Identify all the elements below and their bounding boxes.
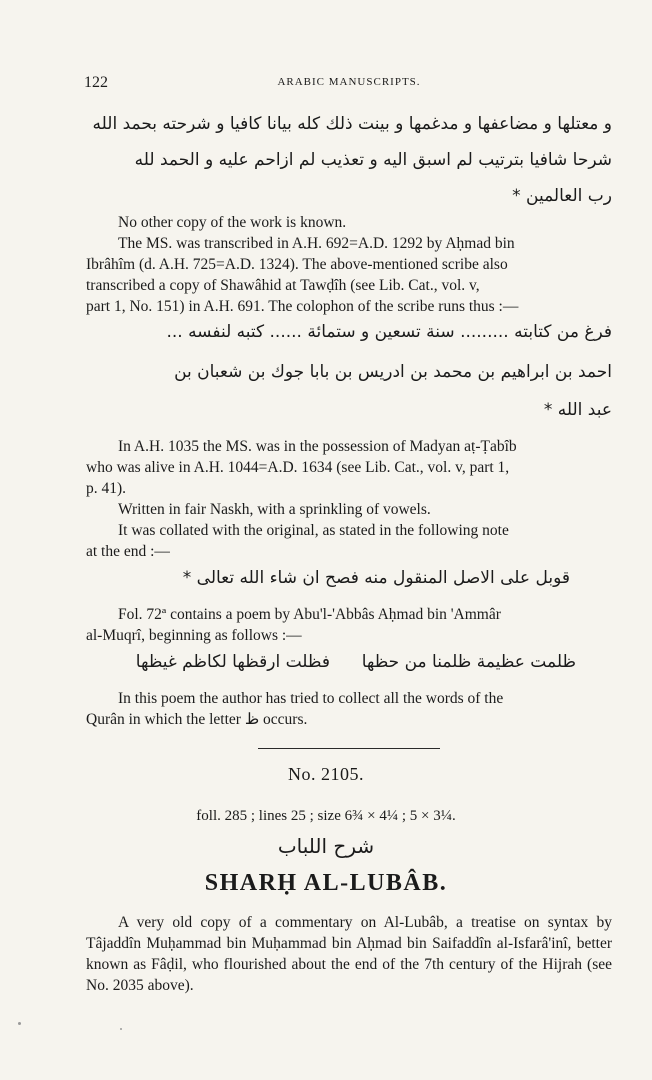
paragraph-collation-line: It was collated with the original, as stated in the following note [118, 522, 509, 539]
paragraph-script: Written in fair Naskh, with a sprinkling of vowels. [118, 501, 431, 518]
paragraph-transcription-line: The MS. was transcribed in A.H. 692=A.D. 1292 by Aḥmad bin [118, 235, 515, 252]
running-head: ARABIC MANUSCRIPTS. [277, 76, 421, 88]
paragraph-poem-note-line: In this poem the author has tried to collect all the words of the [118, 690, 504, 707]
paragraph-transcription-line: transcribed a copy of Shawâhid at Tawḍîh (see Lib. Cat., vol. v, [86, 277, 480, 294]
paragraph-collation-line: at the end :— [86, 543, 170, 560]
paragraph-possession-line: who was alive in A.H. 1044=A.D. 1634 (see Lib. Cat., vol. v, part 1, [86, 459, 510, 476]
arabic-text-line: شرحا شافيا بترتيب لم اسبق اليه و تعذيب لم ازاحم عليه و الحمد لله [134, 150, 612, 170]
scan-speck [120, 1028, 122, 1030]
paragraph-possession-line: p. 41). [86, 480, 127, 497]
entry-arabic-title: شرح اللباب [277, 834, 375, 858]
entry-title: SHARḤ AL-LUBÂB. [204, 870, 448, 896]
entry-description: A very old copy of a commentary on Al-Lubâb, a treatise on syntax by Tâjaddîn Muḥammad bin Muḥammad bin Aḥmad bin Saifaddîn al-Isfarâ'inî, better known as Fâḍil, who flourished about the end of the 7th century of the Hijrah (see No. 2035 above). [86, 914, 612, 994]
page-header [84, 74, 614, 96]
colophon-line: احمد بن ابراهيم بن محمد بن ادريس بن بابا جوك بن شعبان بن [174, 362, 612, 382]
paragraph-transcription-line: part 1, No. 151) in A.H. 691. The colophon of the scribe runs thus :— [86, 298, 519, 315]
poem-hemistich-second: فظلت ارقظها لكاظم غيظها [135, 652, 330, 672]
section-divider [258, 748, 440, 749]
arabic-text-line: رب العالمين * [512, 186, 612, 206]
entry-physical-description: foll. 285 ; lines 25 ; size 6¾ × 4¼ ; 5 × 3¼. [196, 808, 456, 824]
paragraph-poem-intro-line: Fol. 72ª contains a poem by Abu'l-'Abbâs Aḥmad bin 'Ammâr [118, 606, 501, 623]
colophon-line: فرغ من كتابته ......... سنة تسعين و ستمائة ...... كتبه لنفسه ... [166, 322, 612, 342]
paragraph-poem-note-line: Qurân in which the letter ظ occurs. [86, 711, 308, 728]
paragraph-no-other-copy: No other copy of the work is known. [118, 214, 347, 231]
poem-hemistich-first: ظلمت عظيمة ظلمنا من حظها [361, 652, 576, 672]
entry-number: No. 2105. [288, 764, 364, 784]
paragraph-transcription-line: Ibrâhîm (d. A.H. 725=A.D. 1324). The above-mentioned scribe also [86, 256, 508, 273]
page-number: 122 [84, 74, 108, 91]
collation-note-arabic: قوبل على الاصل المنقول منه فصح ان شاء الله تعالى * [182, 568, 570, 588]
scan-speck [18, 1022, 21, 1025]
paragraph-poem-intro-line: al-Muqrî, beginning as follows :— [86, 627, 302, 644]
colophon-line: عبد الله * [543, 400, 612, 420]
arabic-text-line: و معتلها و مضاعفها و مدغمها و بينت ذلك كله بيانا كافيا و شرحته بحمد الله [92, 114, 612, 134]
paragraph-possession-line: In A.H. 1035 the MS. was in the possession of Madyan aṭ-Ṭabîb [118, 438, 517, 455]
